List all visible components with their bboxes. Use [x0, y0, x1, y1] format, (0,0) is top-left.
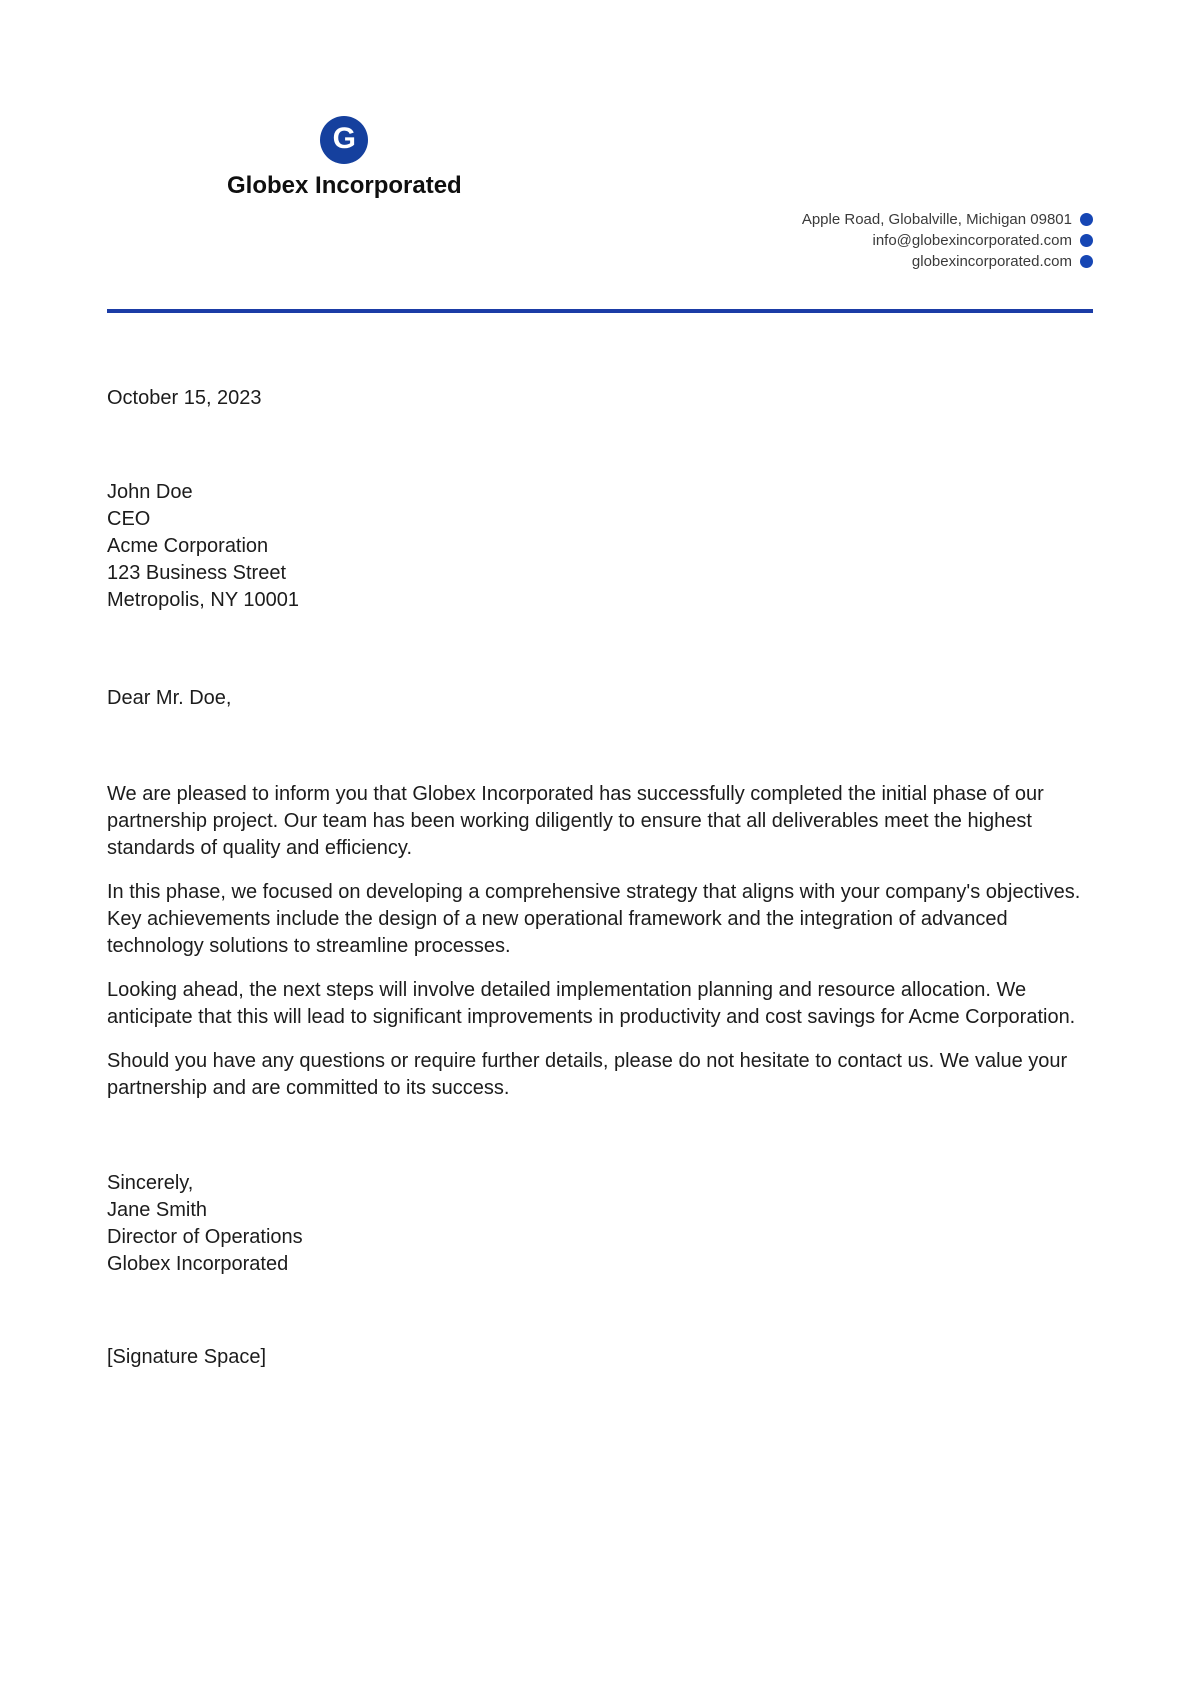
contact-text: globexincorporated.com: [911, 253, 1072, 270]
letter-date: October 15, 2023: [107, 387, 262, 409]
recipient-line: John Doe: [107, 481, 193, 503]
contact-line: [872, 230, 1093, 251]
signature-line: Globex Incorporated: [107, 1253, 289, 1275]
contact-text: Apple Road, Globalville, Michigan 09801: [801, 211, 1072, 228]
body-paragraph: In this phase, we focused on developing a comprehensive strategy that aligns with your company's objectives. Key achievements include the design of a new operational framework and the integration of advanced technology solutions to streamline processes.: [107, 881, 1081, 957]
recipient-line: 123 Business Street: [107, 562, 286, 584]
contact-text: info@globexincorporated.com: [872, 232, 1072, 249]
recipient-line: Acme Corporation: [107, 535, 269, 557]
header-divider: [107, 309, 1093, 313]
signature-line: Sincerely,: [107, 1172, 194, 1194]
bullet-dot-icon: [1080, 213, 1093, 226]
signature-line: Director of Operations: [107, 1226, 303, 1248]
body-paragraph: We are pleased to inform you that Globex Incorporated has successfully completed the initial phase of our partnership project. Our team has been working diligently to ensure that all deliverables meet the highest standards of quality and efficiency.: [107, 783, 1044, 859]
contact-info: [107, 209, 1093, 272]
recipient-line: Metropolis, NY 10001: [107, 589, 299, 611]
bullet-dot-icon: [1080, 255, 1093, 268]
letterhead: [107, 0, 1093, 313]
contact-line: [802, 209, 1093, 230]
body-paragraph: Looking ahead, the next steps will involve detailed implementation planning and resource allocation. We anticipate that this will lead to significant improvements in productivity and cost savings for Acme Corporation.: [107, 979, 1076, 1028]
signature-space-placeholder: [Signature Space]: [107, 1346, 266, 1368]
logo-letter: G: [332, 122, 357, 155]
salutation: Dear Mr. Doe,: [107, 687, 232, 709]
company-logo: [227, 0, 462, 200]
bullet-dot-icon: [1080, 234, 1093, 247]
recipient-address: [107, 479, 1093, 614]
letter-body: [107, 781, 1093, 1102]
recipient-line: CEO: [107, 508, 151, 530]
body-paragraph: Should you have any questions or require further details, please do not hesitate to contact us. We value your partnership and are committed to its success.: [107, 1050, 1068, 1099]
signature-line: Jane Smith: [107, 1199, 208, 1221]
signature-block: [107, 1170, 1093, 1278]
company-name: Globex Incorporated: [227, 172, 462, 199]
letter-content: [107, 385, 1093, 1371]
contact-line: [912, 251, 1093, 272]
globex-logo-icon: [320, 116, 368, 164]
